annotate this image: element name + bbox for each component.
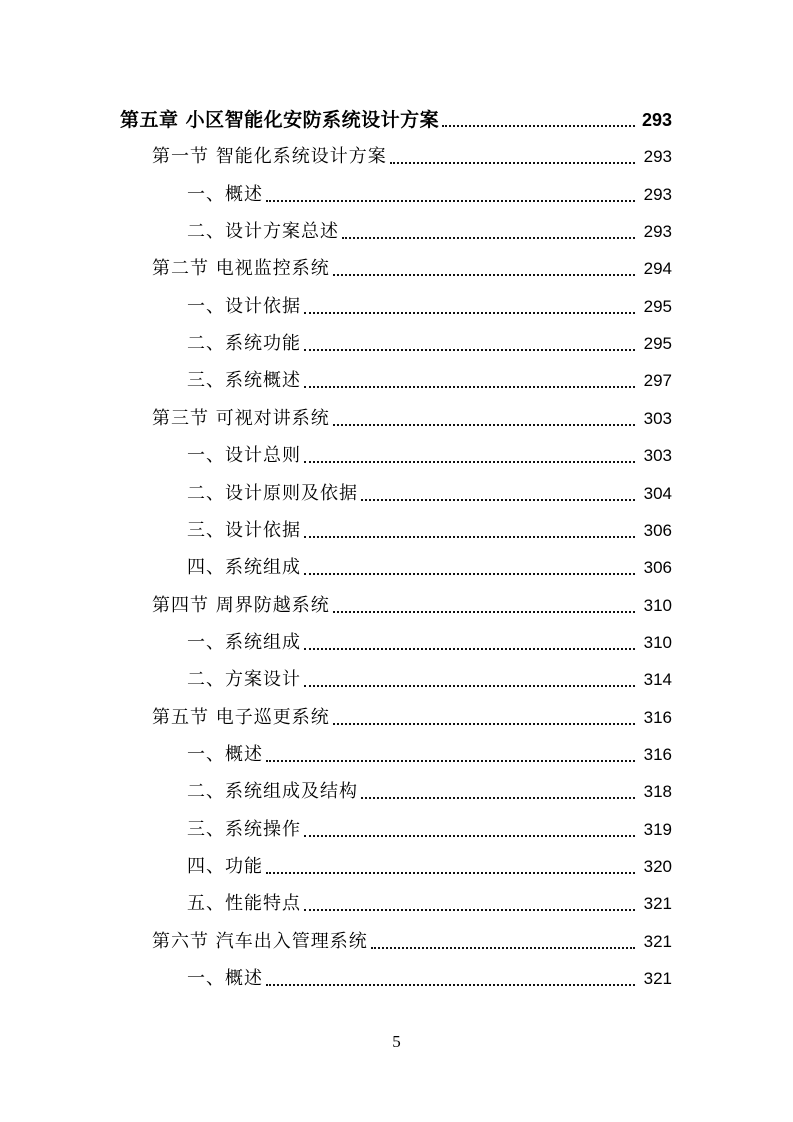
toc-entry-title: 二、系统组成及结构 <box>187 781 358 803</box>
dot-leader <box>304 348 635 351</box>
dot-leader <box>390 161 635 164</box>
toc-entry-title: 第二节 电视监控系统 <box>152 258 330 280</box>
dot-leader <box>361 796 635 799</box>
toc-entry-page-number: 303 <box>643 446 672 466</box>
toc-section-entry[interactable] <box>0 400 793 432</box>
toc-subsection-entry[interactable] <box>0 960 793 992</box>
dot-leader <box>333 273 635 276</box>
toc-entry-page-number: 294 <box>643 259 672 279</box>
toc-entry-title: 五、性能特点 <box>187 893 301 915</box>
dot-leader <box>304 684 635 687</box>
toc-subsection-entry[interactable] <box>0 848 793 880</box>
toc-section-entry[interactable] <box>0 699 793 731</box>
toc-chapter-entry[interactable] <box>0 101 793 133</box>
toc-entry-page-number: 321 <box>643 894 672 914</box>
toc-entry-page-number: 293 <box>643 184 672 204</box>
toc-entry-page-number: 318 <box>643 782 672 802</box>
toc-entry-page-number: 304 <box>643 483 672 503</box>
toc-subsection-entry[interactable] <box>0 475 793 507</box>
toc-section-entry[interactable] <box>0 250 793 282</box>
toc-entry-title: 一、概述 <box>187 183 263 205</box>
toc-entry-title: 第五章 小区智能化安防系统设计方案 <box>120 109 440 131</box>
toc-entry-title: 一、概述 <box>187 968 263 990</box>
toc-entry-title: 第五节 电子巡更系统 <box>152 706 330 728</box>
toc-subsection-entry[interactable] <box>0 512 793 544</box>
toc-entry-title: 二、设计原则及依据 <box>187 482 358 504</box>
toc-entry-page-number: 306 <box>643 520 672 540</box>
dot-leader <box>266 199 635 202</box>
toc-entry-page-number: 297 <box>643 371 672 391</box>
toc-entry-title: 二、方案设计 <box>187 669 301 691</box>
toc-entry-title: 第三节 可视对讲系统 <box>152 407 330 429</box>
toc-entry-title: 四、功能 <box>187 856 263 877</box>
toc-entry-page-number: 320 <box>643 857 672 876</box>
toc-entry-page-number: 310 <box>643 595 672 615</box>
dot-leader <box>333 722 635 725</box>
toc-entry-page-number: 316 <box>643 707 672 727</box>
dot-leader <box>304 647 635 650</box>
toc-section-entry[interactable] <box>0 138 793 170</box>
toc-entry-page-number: 316 <box>643 744 672 764</box>
dot-leader <box>266 983 635 986</box>
toc-subsection-entry[interactable] <box>0 213 793 245</box>
toc-entry-title: 第四节 周界防越系统 <box>152 594 330 616</box>
dot-leader <box>266 871 635 874</box>
dot-leader <box>333 423 635 426</box>
toc-entry-page-number: 306 <box>643 558 672 578</box>
toc-subsection-entry[interactable] <box>0 437 793 469</box>
toc-entry-title: 三、系统概述 <box>187 370 301 392</box>
toc-entry-page-number: 321 <box>643 969 672 989</box>
toc-entry-page-number: 314 <box>643 670 672 690</box>
dot-leader <box>304 834 635 837</box>
toc-entry-page-number: 293 <box>643 222 672 242</box>
dot-leader <box>266 759 635 762</box>
toc-entry-title: 二、系统功能 <box>187 333 301 355</box>
toc-entry-page-number: 293 <box>643 147 672 167</box>
toc-entry-page-number: 293 <box>641 110 672 130</box>
dot-leader <box>304 460 635 463</box>
dot-leader <box>304 908 635 911</box>
toc-entry-title: 四、系统组成 <box>187 557 301 579</box>
dot-leader <box>342 236 635 239</box>
toc-subsection-entry[interactable] <box>0 811 793 843</box>
toc-subsection-entry[interactable] <box>0 661 793 693</box>
toc-section-entry[interactable] <box>0 587 793 619</box>
toc-subsection-entry[interactable] <box>0 288 793 320</box>
toc-entry-title: 第一节 智能化系统设计方案 <box>152 146 387 168</box>
toc-subsection-entry[interactable] <box>0 624 793 656</box>
dot-leader <box>361 498 635 501</box>
toc-entry-page-number: 303 <box>643 408 672 428</box>
dot-leader <box>442 124 635 127</box>
toc-entry-title: 一、设计总则 <box>187 445 301 467</box>
toc-subsection-entry[interactable] <box>0 736 793 768</box>
page-number: 5 <box>392 1032 401 1051</box>
toc-entry-page-number: 295 <box>643 296 672 316</box>
toc-subsection-entry[interactable] <box>0 549 793 581</box>
toc-subsection-entry[interactable] <box>0 885 793 917</box>
toc-entry-title: 一、设计依据 <box>187 295 301 317</box>
toc-subsection-entry[interactable] <box>0 325 793 357</box>
toc-subsection-entry[interactable] <box>0 176 793 208</box>
toc-subsection-entry[interactable] <box>0 362 793 394</box>
toc-entry-page-number: 295 <box>643 334 672 354</box>
dot-leader <box>304 572 635 575</box>
dot-leader <box>371 946 635 949</box>
dot-leader <box>304 535 635 538</box>
toc-section-entry[interactable] <box>0 923 793 955</box>
toc-entry-title: 第六节 汽车出入管理系统 <box>152 930 368 952</box>
toc-subsection-entry[interactable] <box>0 773 793 805</box>
toc-entry-page-number: 321 <box>643 931 672 951</box>
dot-leader <box>333 610 635 613</box>
toc-entry-page-number: 310 <box>643 632 672 652</box>
toc-entry-title: 三、系统操作 <box>187 818 301 840</box>
toc-entry-title: 三、设计依据 <box>187 519 301 541</box>
toc-entry-title: 一、概述 <box>187 743 263 765</box>
toc-entry-title: 一、系统组成 <box>187 631 301 653</box>
toc-entry-title: 二、设计方案总述 <box>187 221 339 243</box>
toc-entry-page-number: 319 <box>643 819 672 839</box>
dot-leader <box>304 311 635 314</box>
dot-leader <box>304 385 635 388</box>
